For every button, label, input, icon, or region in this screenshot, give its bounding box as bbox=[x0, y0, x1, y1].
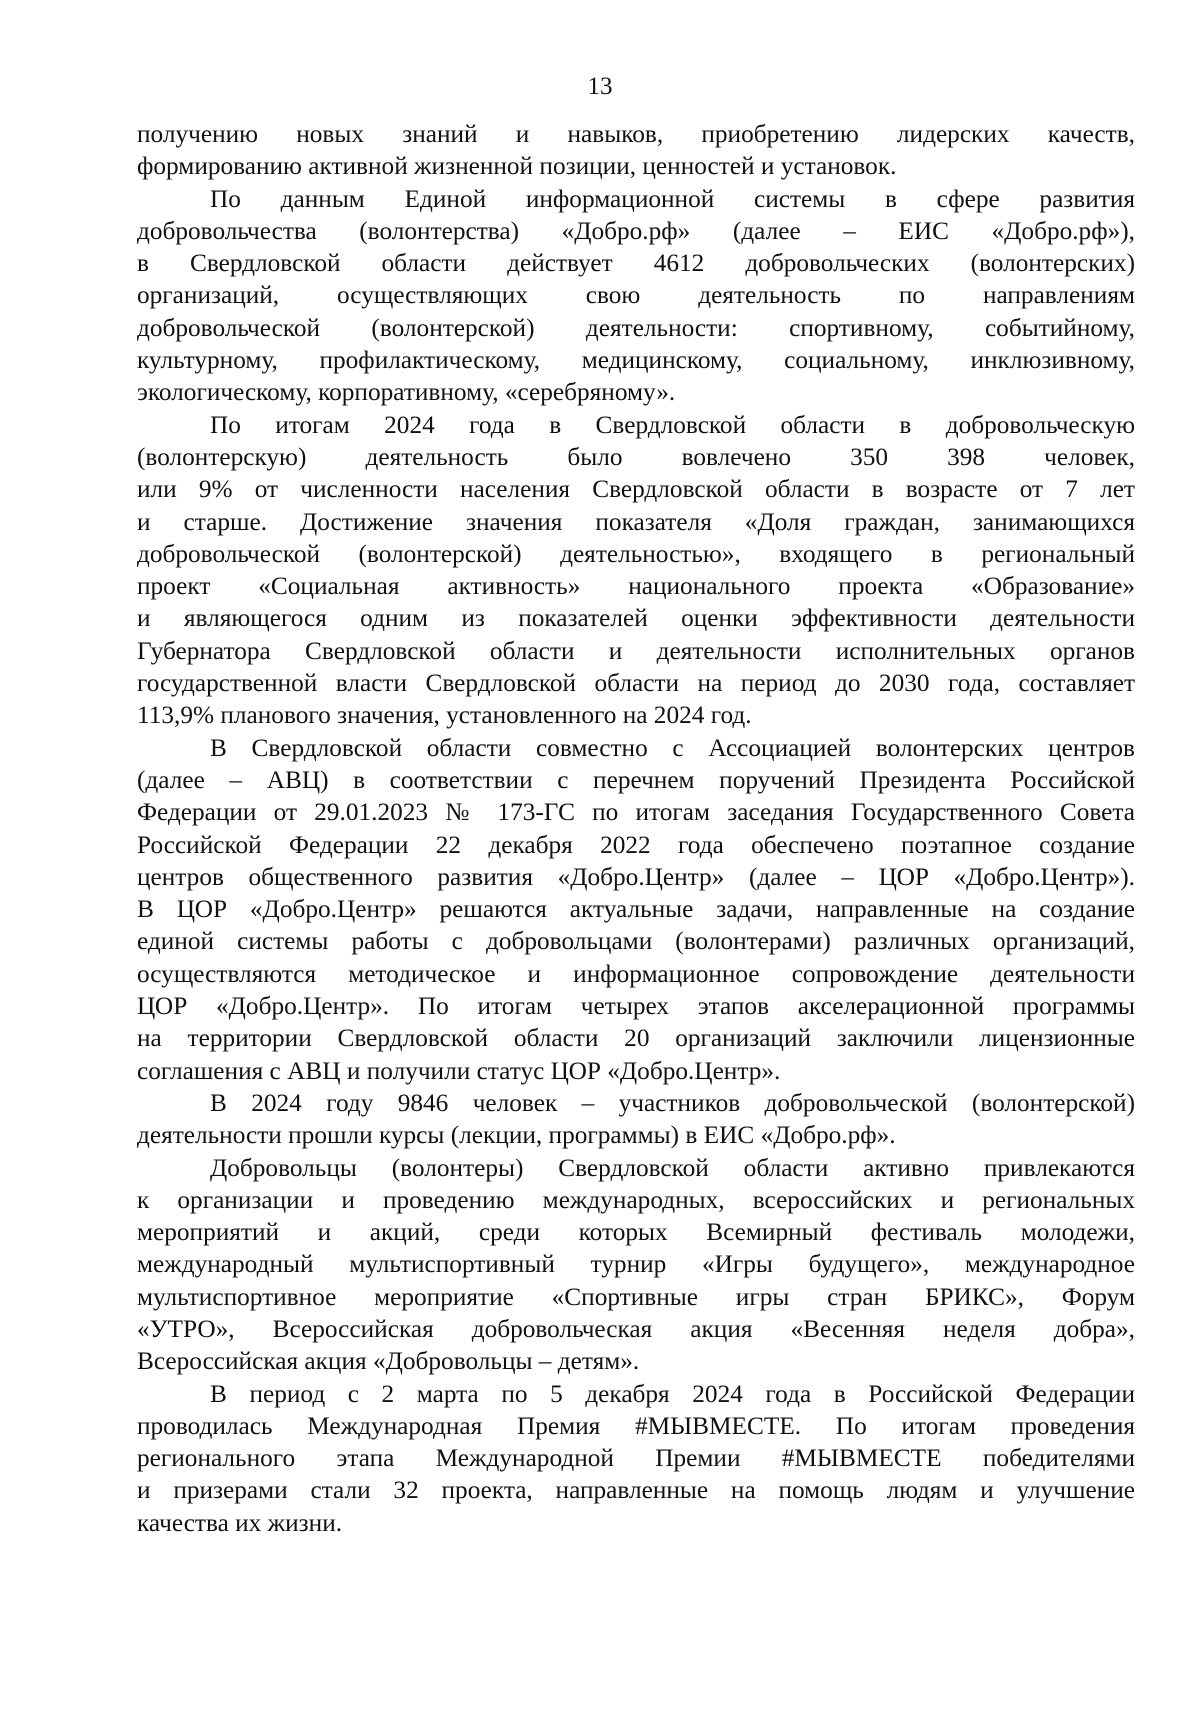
text-line: осуществляются методическое и информационное сопровождение деятельности bbox=[137, 959, 1135, 988]
text-line: единой системы работы с добровольцами (волонтерами) различных организаций, bbox=[137, 927, 1135, 956]
text-line: 113,9% планового значения, установленного на 2024 год. bbox=[137, 701, 752, 730]
paragraph bbox=[137, 1378, 1135, 1539]
text-line: и призерами стали 32 проекта, направленные на помощь людям и улучшение bbox=[137, 1476, 1135, 1505]
text-line: Губернатора Свердловской области и деятельности исполнительных органов bbox=[137, 636, 1135, 665]
text-line: добровольчества (волонтерства) «Добро.рф» (далее – ЕИС «Добро.рф»), bbox=[137, 216, 1135, 245]
text-line: формированию активной жизненной позиции, ценностей и установок. bbox=[137, 152, 897, 181]
text-line: добровольческой (волонтерской) деятельностью», входящего в региональный bbox=[137, 539, 1135, 568]
text-line: (волонтерскую) деятельность было вовлечено 350 398 человек, bbox=[137, 442, 1135, 471]
text-line: организаций, осуществляющих свою деятельность по направлениям bbox=[137, 281, 1135, 310]
text-line: экологическому, корпоративному, «серебряному». bbox=[137, 378, 676, 407]
text-line: получению новых знаний и навыков, приобретению лидерских качеств, bbox=[137, 120, 1135, 148]
page-number: 13 bbox=[587, 73, 613, 100]
text-line: мультиспортивное мероприятие «Спортивные игры стран БРИКС», Форум bbox=[137, 1282, 1135, 1311]
text-line: В Свердловской области совместно с Ассоциацией волонтерских центров bbox=[210, 733, 1135, 762]
text-line: мероприятий и акций, среди которых Всемирный фестиваль молодежи, bbox=[137, 1218, 1135, 1247]
text-line: В период с 2 марта по 5 декабря 2024 года в Российской Федерации bbox=[210, 1379, 1135, 1408]
text-line: Всероссийская акция «Добровольцы – детям». bbox=[137, 1347, 640, 1376]
text-line: «УТРО», Всероссийская добровольческая акция «Весенняя неделя добра», bbox=[137, 1314, 1135, 1343]
text-line: проводилась Международная Премия #МЫВМЕСТЕ. По итогам проведения bbox=[137, 1411, 1135, 1440]
paragraph bbox=[137, 183, 1135, 409]
text-line: ЦОР «Добро.Центр». По итогам четырех этапов акселерационной программы bbox=[137, 992, 1135, 1021]
text-line: и старше. Достижение значения показателя «Доля граждан, занимающихся bbox=[137, 507, 1135, 536]
text-line: проект «Социальная активность» национального проекта «Образование» bbox=[137, 572, 1135, 601]
text-line: качества их жизни. bbox=[137, 1508, 343, 1537]
text-line: добровольческой (волонтерской) деятельности: спортивному, событийному, bbox=[137, 313, 1135, 342]
text-line: к организации и проведению международных, всероссийских и региональных bbox=[137, 1185, 1135, 1214]
text-line: государственной власти Свердловской области на период до 2030 года, составляет bbox=[137, 669, 1135, 698]
text-line: Федерации от 29.01.2023 № 173-ГС по итогам заседания Государственного Совета bbox=[137, 798, 1135, 827]
text-line: Российской Федерации 22 декабря 2022 года обеспечено поэтапное создание bbox=[137, 830, 1135, 859]
paragraph bbox=[137, 732, 1135, 1087]
text-line: или 9% от численности населения Свердловской области в возрасте от 7 лет bbox=[137, 475, 1135, 504]
text-line: соглашения с АВЦ и получили статус ЦОР «Добро.Центр». bbox=[137, 1056, 781, 1085]
text-line: центров общественного развития «Добро.Центр» (далее – ЦОР «Добро.Центр»). bbox=[137, 862, 1135, 891]
text-line: и являющегося одним из показателей оценки эффективности деятельности bbox=[137, 604, 1135, 633]
text-line: регионального этапа Международной Премии #МЫВМЕСТЕ победителями bbox=[137, 1444, 1135, 1473]
paragraph bbox=[137, 118, 1135, 183]
text-line: В ЦОР «Добро.Центр» решаются актуальные задачи, направленные на создание bbox=[137, 895, 1135, 924]
text-line: в Свердловской области действует 4612 добровольческих (волонтерских) bbox=[137, 249, 1135, 278]
text-line: По итогам 2024 года в Свердловской области в добровольческую bbox=[210, 410, 1135, 439]
text-line: По данным Единой информационной системы в сфере развития bbox=[210, 184, 1135, 213]
text-line: (далее – АВЦ) в соответствии с перечнем поручений Президента Российской bbox=[137, 765, 1135, 794]
paragraph bbox=[137, 1087, 1135, 1152]
text-line: на территории Свердловской области 20 организаций заключили лицензионные bbox=[137, 1024, 1135, 1053]
text-line: культурному, профилактическому, медицинскому, социальному, инклюзивному, bbox=[137, 346, 1135, 375]
paragraph bbox=[137, 409, 1135, 732]
paragraph bbox=[137, 1152, 1135, 1378]
text-line: В 2024 году 9846 человек – участников добровольческой (волонтерской) bbox=[210, 1088, 1135, 1117]
text-line: Добровольцы (волонтеры) Свердловской области активно привлекаются bbox=[210, 1153, 1135, 1182]
document-body bbox=[137, 118, 1135, 1539]
text-line: деятельности прошли курсы (лекции, программы) в ЕИС «Добро.рф». bbox=[137, 1121, 896, 1150]
text-line: международный мультиспортивный турнир «Игры будущего», международное bbox=[137, 1250, 1135, 1279]
